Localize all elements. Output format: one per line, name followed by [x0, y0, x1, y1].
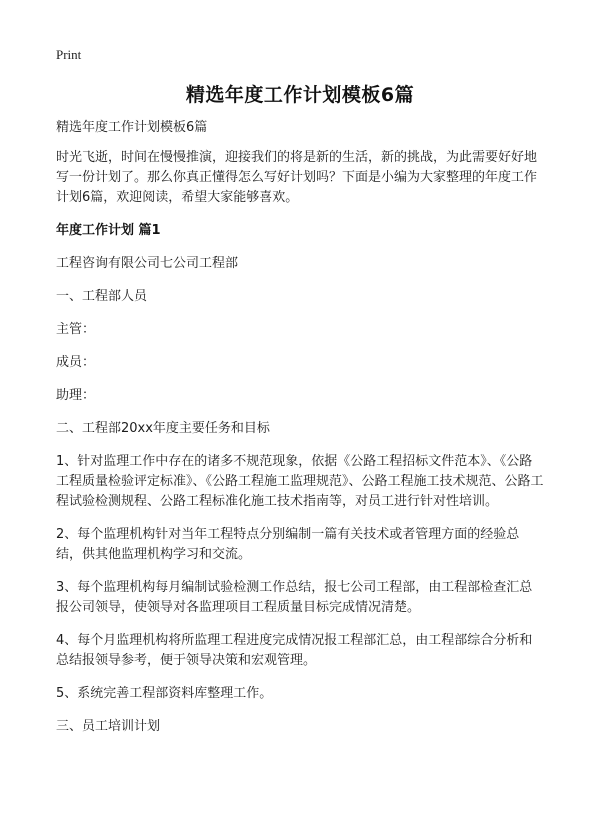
members-line: 成员：	[56, 355, 96, 370]
company-name: 工程咨询有限公司七公司工程部	[56, 256, 239, 271]
assistant-line: 助理：	[56, 388, 96, 403]
section-staff-heading: 一、工程部人员	[56, 289, 148, 304]
print-label[interactable]: Print	[56, 47, 82, 62]
document-subtitle: 精选年度工作计划模板6篇	[56, 120, 208, 135]
task-item-5: 5、系统完善工程部资料库整理工作。	[56, 686, 273, 701]
task-item-2: 2、每个监理机构针对当年工程特点分别编制一篇有关技术或者管理方面的经验总结，供其他监理机构学习和交流。	[56, 527, 520, 562]
intro-paragraph: 时光飞逝，时间在慢慢推演，迎接我们的将是新的生活，新的挑战，为此需要好好地写一份计划了。那么你真正懂得怎么写好计划吗？下面是小编为大家整理的年度工作计划6篇，欢迎阅读，希望大家能够喜欢。	[56, 150, 538, 205]
task-item-1: 1、针对监理工作中存在的诸多不规范现象，依据《公路工程招标文件范本》、《公路工程质量检验评定标准》、《公路工程施工监理规范》、公路工程施工技术规范、公路工程试验检测规程、公路工程标准化施工技术指南等，对员工进行针对性培训。	[56, 454, 544, 509]
task-item-4: 4、每个月监理机构将所监理工程进度完成情况报工程部汇总，由工程部综合分析和总结报领导参考，便于领导决策和宏观管理。	[56, 633, 533, 668]
supervisor-line: 主管：	[56, 322, 96, 337]
document-body	[56, 118, 544, 750]
section-training-heading: 三、员工培训计划	[56, 719, 161, 734]
section-tasks-heading: 二、工程部20xx年度主要任务和目标	[56, 421, 270, 436]
section-heading: 年度工作计划 篇1	[56, 223, 161, 238]
document-title: 精选年度工作计划模板6篇	[185, 84, 415, 106]
task-item-3: 3、每个监理机构每月编制试验检测工作总结，报七公司工程部，由工程部检查汇总报公司领导，使领导对各监理项目工程质量目标完成情况清楚。	[56, 580, 533, 615]
